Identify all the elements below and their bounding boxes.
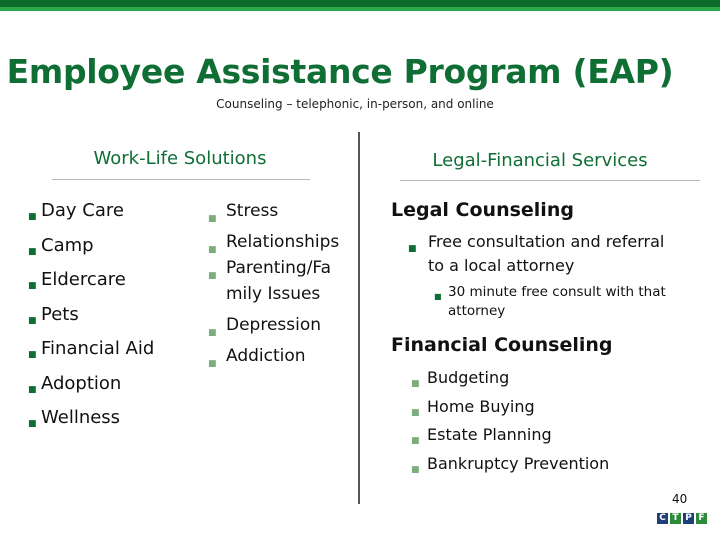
bullet-icon: ■ bbox=[408, 244, 417, 254]
logo-letter: F bbox=[696, 513, 707, 524]
list-item: ■ Pets bbox=[28, 304, 154, 339]
list-item: ■ Day Care bbox=[28, 200, 154, 235]
bullet-icon: ■ bbox=[28, 384, 37, 395]
bullet-icon: ■ bbox=[411, 436, 420, 446]
list-item: ■ Budgeting bbox=[411, 367, 609, 396]
work-life-heading: Work-Life Solutions bbox=[93, 148, 267, 169]
bullet-icon: ■ bbox=[208, 245, 217, 255]
financial-list bbox=[411, 367, 609, 481]
bullet-icon: ■ bbox=[411, 379, 420, 389]
bullet-icon: ■ bbox=[434, 292, 442, 301]
bullet-icon: ■ bbox=[28, 281, 37, 291]
bullet-icon: ■ bbox=[28, 350, 37, 360]
list-item: ■ Financial Aid bbox=[28, 338, 154, 373]
bullet-icon: ■ bbox=[28, 246, 37, 257]
work-life-list-2 bbox=[208, 198, 346, 374]
bullet-icon: ■ bbox=[28, 419, 37, 429]
bullet-icon: ■ bbox=[411, 464, 420, 475]
page-number: 40 bbox=[672, 492, 688, 506]
list-item: ■ Camp bbox=[28, 235, 154, 270]
list-item: ■ Addiction bbox=[208, 343, 346, 369]
list-item: ■ Wellness bbox=[28, 407, 154, 442]
bullet-icon: ■ bbox=[28, 212, 37, 222]
slide-subtitle: Counseling – telephonic, in-person, and online bbox=[216, 97, 494, 111]
bullet-icon: ■ bbox=[208, 271, 217, 281]
logo-letter: T bbox=[670, 513, 681, 524]
work-life-rule bbox=[52, 179, 310, 180]
list-item: ■ Relationships bbox=[208, 229, 346, 255]
legal-sublist bbox=[434, 283, 704, 321]
bullet-icon: ■ bbox=[208, 214, 217, 224]
bullet-icon: ■ bbox=[208, 328, 217, 338]
list-item: ■ Free consultation and referral to a local attorney bbox=[408, 232, 665, 275]
list-item: ■ Eldercare bbox=[28, 269, 154, 304]
list-item: ■ 30 minute free consult with that attorney bbox=[434, 284, 666, 319]
ctpf-logo bbox=[657, 513, 707, 524]
logo-letter: C bbox=[657, 513, 668, 524]
legal-list bbox=[408, 230, 683, 278]
logo-letter: P bbox=[683, 513, 694, 524]
bullet-icon: ■ bbox=[208, 359, 217, 369]
list-item: ■ Adoption bbox=[28, 373, 154, 408]
slide-title: Employee Assistance Program (EAP) bbox=[6, 52, 674, 91]
list-item: ■ Home Buying bbox=[411, 396, 609, 425]
work-life-list-1 bbox=[28, 200, 154, 442]
financial-counseling-heading: Financial Counseling bbox=[391, 334, 613, 356]
legal-financial-rule bbox=[400, 180, 700, 181]
list-item: ■ Bankruptcy Prevention bbox=[411, 453, 609, 482]
list-item: ■ Estate Planning bbox=[411, 424, 609, 453]
bullet-icon: ■ bbox=[28, 315, 37, 326]
legal-counseling-heading: Legal Counseling bbox=[391, 199, 574, 221]
top-bar-dark bbox=[0, 0, 720, 7]
list-item: ■ Stress bbox=[208, 198, 346, 224]
list-item: ■ Depression bbox=[208, 312, 346, 338]
bullet-icon: ■ bbox=[411, 407, 420, 418]
column-divider bbox=[358, 132, 360, 504]
top-bar-light bbox=[0, 7, 720, 11]
list-item: ■ Parenting/Family Issues bbox=[208, 258, 332, 304]
legal-financial-heading: Legal-Financial Services bbox=[432, 150, 648, 171]
